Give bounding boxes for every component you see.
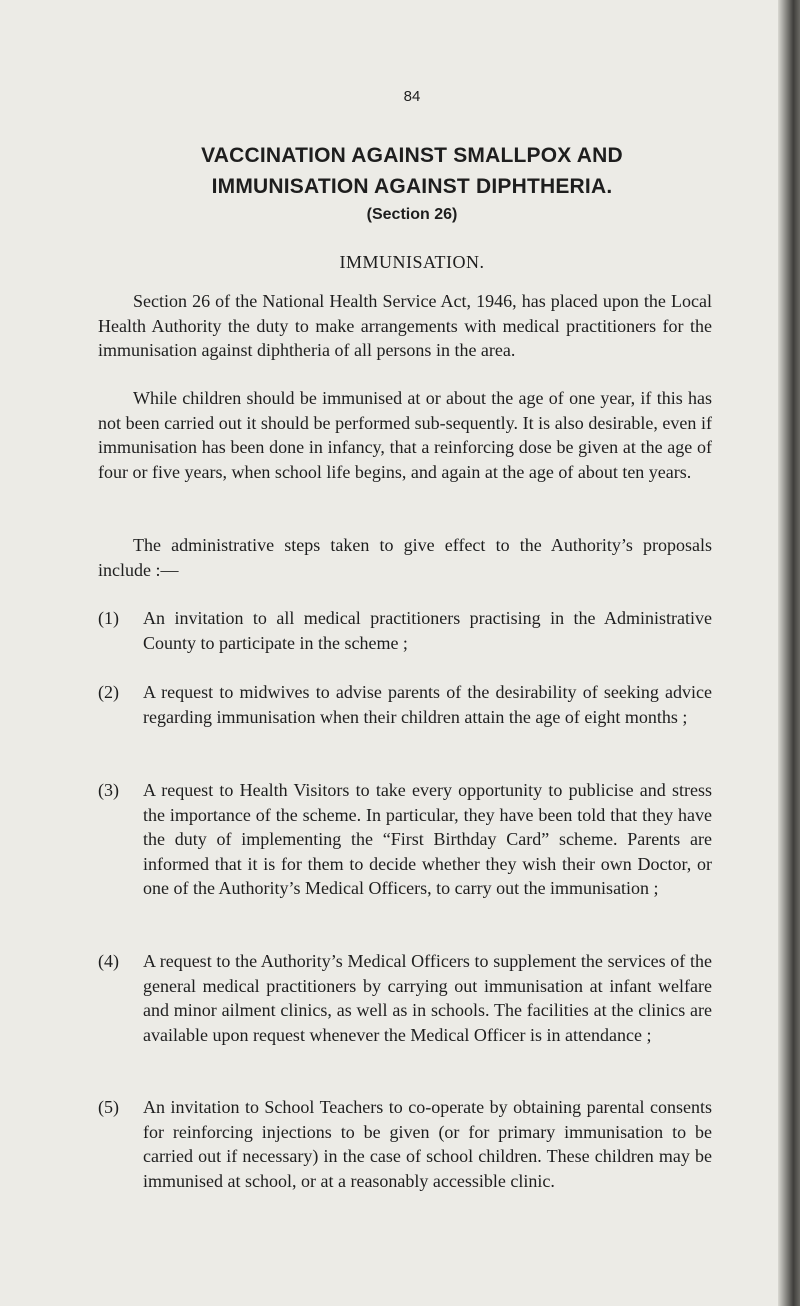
list-item bbox=[98, 606, 712, 655]
list-item-number: (5) bbox=[98, 1097, 119, 1117]
document-title bbox=[98, 140, 726, 202]
list-item-number: (2) bbox=[98, 682, 119, 702]
list-item bbox=[98, 949, 712, 1047]
paragraph-1: Section 26 of the National Health Service Act, 1946, has placed upon the Local Health Authority the duty to make arrangements with medical practitioners for the immunisation against diphtheria of all persons in the area. bbox=[98, 291, 712, 360]
list-item-text: An invitation to all medical practitioners practising in the Administrative County to participate in the scheme ; bbox=[143, 608, 712, 653]
page-number: 84 bbox=[403, 88, 421, 105]
list-item-number: (1) bbox=[98, 608, 119, 628]
list-item-number: (4) bbox=[98, 951, 119, 971]
list-item bbox=[98, 778, 712, 901]
list-item-text: A request to midwives to advise parents of the desirability of seeking advice regarding immunisation when their children attain the age of eight months ; bbox=[143, 682, 712, 727]
list-item-text: An invitation to School Teachers to co-operate by obtaining parental consents for reinforcing injections to be given (or for primary immunisation to be carried out if necessary) in the case of school children. These children may be immunised at school, or at a reasonably accessible clinic. bbox=[143, 1097, 712, 1191]
list-item-text: A request to the Authority’s Medical Officers to supplement the services of the general medical practitioners by carrying out immunisation at infant welfare and minor ailment clinics, as well as in schools. The facilities at the clinics are available upon request whenever the Medical Officer is in attendance ; bbox=[143, 951, 712, 1045]
list-item bbox=[98, 1095, 712, 1193]
title-line-1: VACCINATION AGAINST SMALLPOX AND bbox=[201, 144, 623, 167]
section-reference: (Section 26) bbox=[366, 206, 458, 223]
paragraph-3: The administrative steps taken to give effect to the Authority’s proposals include :— bbox=[98, 535, 712, 580]
list-item bbox=[98, 680, 712, 729]
list-item-text: A request to Health Visitors to take every opportunity to publicise and stress the importance of the scheme. In particular, they have been told that they have the duty of implementing the “First Birthday Card” scheme. Parents are informed that it is for them to decide whether they wish their own Doctor, or one of the Authority’s Medical Officers, to carry out the immunisation ; bbox=[143, 780, 712, 898]
paragraph-2: While children should be immunised at or about the age of one year, if this has not been carried out it should be performed sub-sequently. It is also desirable, even if immunisation has been done in infancy, that a reinforcing dose be given at the age of four or five years, when school life begins, and again at the age of about ten years. bbox=[98, 388, 712, 482]
page-edge-shadow bbox=[778, 0, 800, 1306]
list-item-number: (3) bbox=[98, 780, 119, 800]
subheading: IMMUNISATION. bbox=[339, 252, 485, 272]
title-line-2: IMMUNISATION AGAINST DIPHTHERIA. bbox=[211, 175, 613, 198]
